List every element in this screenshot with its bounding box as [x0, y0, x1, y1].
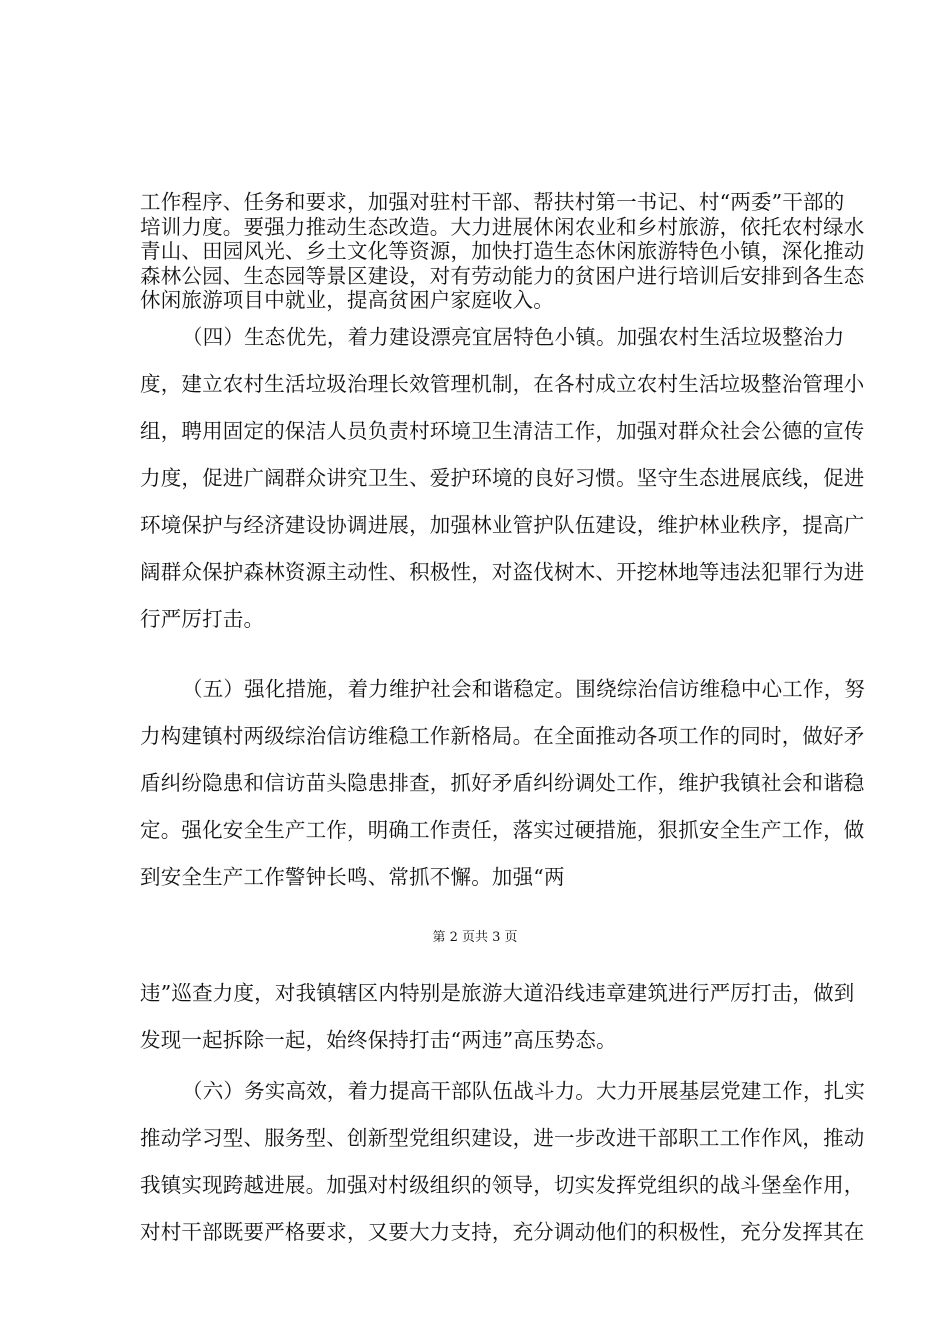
text-line: 力构建镇村两级综治信访维稳工作新格局。在全面推动各项工作的同时，做好矛 — [140, 724, 865, 748]
section-4-paragraph — [140, 314, 865, 643]
text-line: 定。强化安全生产工作，明确工作责任，落实过硬措施，狠抓安全生产工作，做 — [140, 818, 865, 842]
text-line: 对村干部既要严格要求，又要大力支持，充分调动他们的积极性，充分发挥其在 — [140, 1220, 865, 1244]
text-line: 森林公园、生态园等景区建设，对有劳动能力的贫困户进行培训后安排到各生态 — [140, 263, 865, 288]
text-line: 推动学习型、服务型、创新型党组织建设，进一步改进干部职工工作作风，推动 — [140, 1126, 865, 1150]
section-heading-line: （六）务实高效，着力提高干部队伍战斗力。大力开展基层党建工作，扎实 — [182, 1079, 866, 1103]
text-line: 环境保护与经济建设协调进展，加强林业管护队伍建设，维护林业秩序，提高广 — [140, 513, 865, 537]
text-line: 行严厉打击。 — [140, 607, 265, 631]
text-line: 我镇实现跨越进展。加强对村级组织的领导，切实发挥党组织的战斗堡垒作用， — [140, 1173, 865, 1197]
continuation-paragraph — [140, 970, 855, 1064]
text-line: 发现一起拆除一起，始终保持打击“两违”高压势态。 — [140, 1028, 617, 1052]
section-heading-line: （五）强化措施，着力维护社会和谐稳定。围绕综治信访维稳中心工作，努 — [182, 677, 866, 701]
intro-paragraph — [140, 190, 865, 313]
text-line: 违”巡查力度，对我镇辖区内特别是旅游大道沿线违章建筑进行严厉打击，做到 — [140, 981, 855, 1005]
text-line: 组，聘用固定的保洁人员负责村环境卫生清洁工作，加强对群众社会公德的宣传 — [140, 419, 865, 443]
text-line: 度，建立农村生活垃圾治理长效管理机制，在各村成立农村生活垃圾整治管理小 — [140, 372, 865, 396]
text-line: 工作程序、任务和要求，加强对驻村干部、帮扶村第一书记、村“两委”干部的 — [140, 190, 845, 214]
section-6-paragraph — [140, 1068, 866, 1256]
page-number-footer: 第 2 页共 3 页 — [432, 930, 518, 945]
text-line: 休闲旅游项目中就业，提高贫困户家庭收入。 — [140, 288, 554, 312]
section-5-paragraph — [140, 666, 866, 901]
text-line: 青山、田园风光、乡土文化等资源，加快打造生态休闲旅游特色小镇，深化推动 — [140, 239, 865, 263]
text-line: 培训力度。要强力推动生态改造。大力进展休闲农业和乡村旅游，依托农村绿水 — [140, 214, 865, 239]
section-heading-line: （四）生态优先，着力建设漂亮宜居特色小镇。加强农村生活垃圾整治力 — [182, 325, 845, 349]
text-line: 盾纠纷隐患和信访苗头隐患排查，抓好矛盾纠纷调处工作，维护我镇社会和谐稳 — [140, 771, 865, 795]
text-line: 到安全生产工作警钟长鸣、常抓不懈。加强“两 — [140, 865, 565, 889]
text-line: 阔群众保护森林资源主动性、积极性，对盗伐树木、开挖林地等违法犯罪行为进 — [140, 560, 865, 584]
text-line: 力度，促进广阔群众讲究卫生、爱护环境的良好习惯。坚守生态进展底线，促进 — [140, 466, 865, 490]
